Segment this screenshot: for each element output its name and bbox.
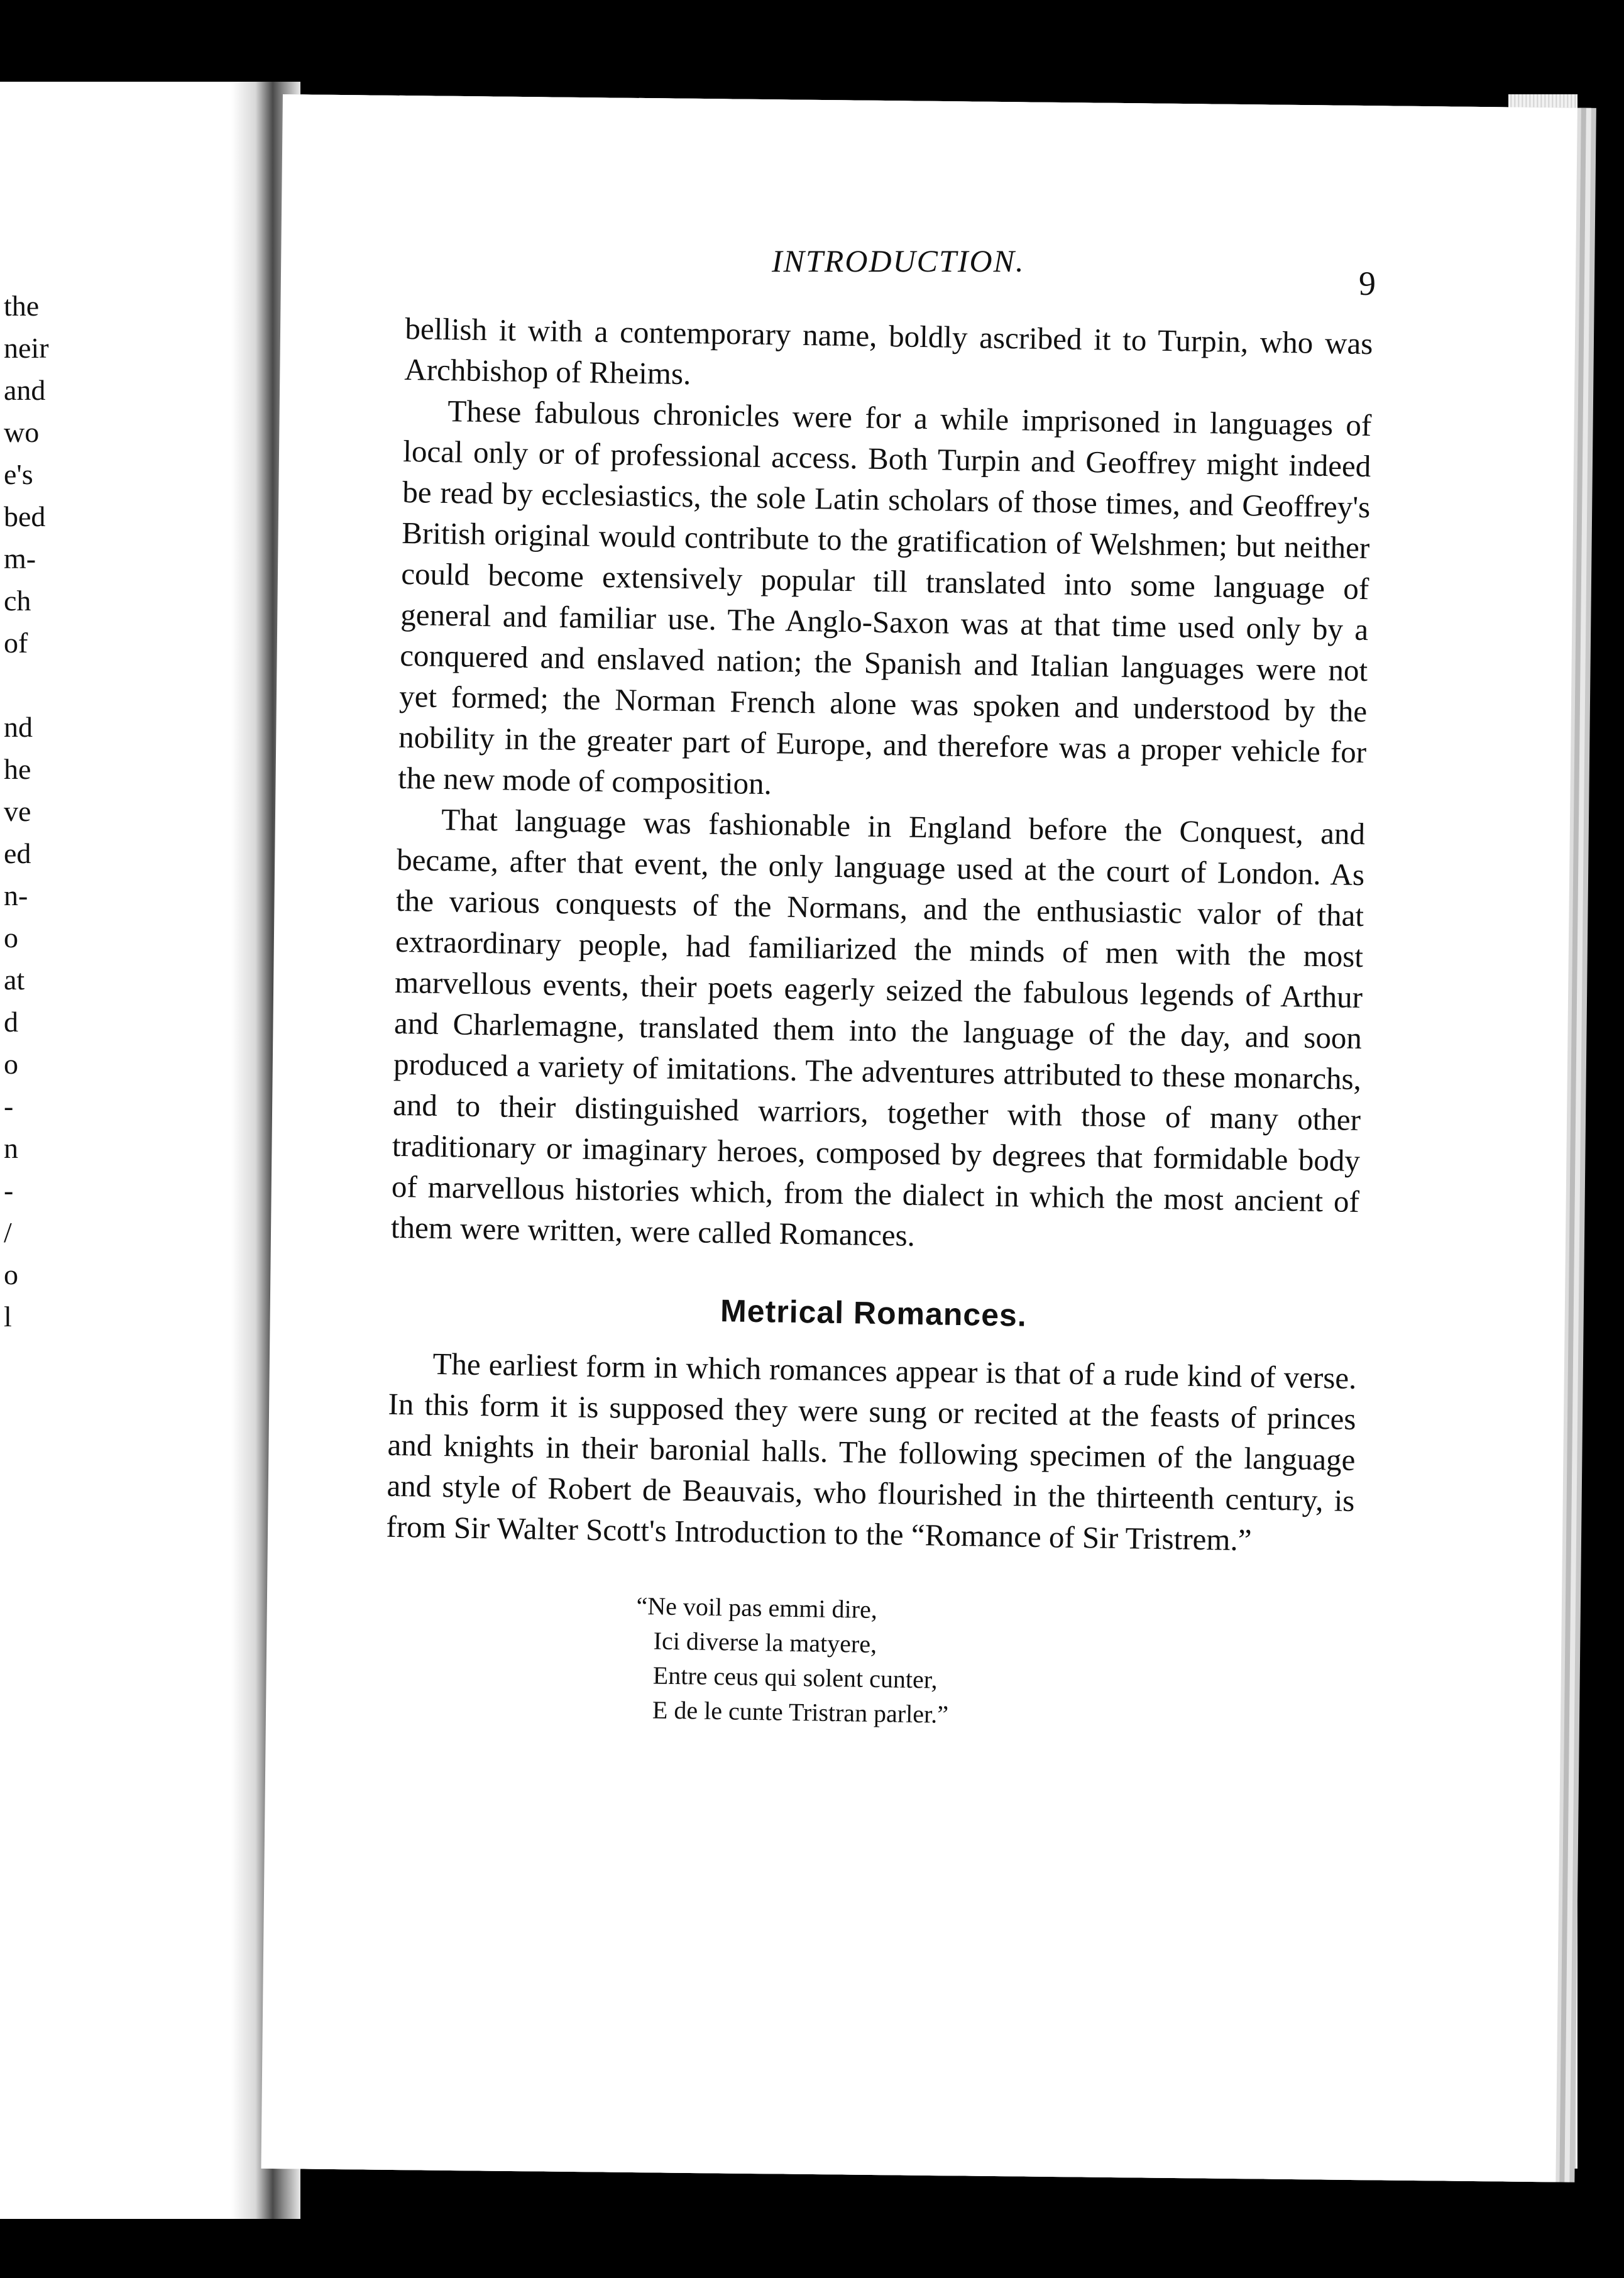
- left-page-fragment: -: [4, 1090, 14, 1122]
- left-page-fragment: the: [4, 290, 40, 322]
- left-page-fragment: o: [4, 1048, 18, 1080]
- paragraph: The earliest form in which romances appear is that of a rude kind of verse. In this form it is supposed they were sung or recited at the feasts of princes and knights in their baronial halls. The following specimen of the language and style of Robert de Beauvais, who flourished in the thirteenth century, is from Sir Walter Scott's Introduction to the “Romance of Sir Tristrem.”: [386, 1346, 1357, 1558]
- left-page-fragment: o: [4, 922, 18, 954]
- left-page-fragment: wo: [4, 416, 40, 448]
- left-page-fragment: ch: [4, 585, 31, 617]
- page-number: 9: [1359, 265, 1376, 302]
- verse-line: E de le cunte Tristran parler.”: [652, 1695, 949, 1729]
- left-page-fragment: l: [4, 1301, 12, 1333]
- left-page: [0, 82, 239, 2219]
- verse-line: “Ne voil pas emmi dire,: [636, 1592, 878, 1624]
- left-page-fragment: e's: [4, 458, 33, 490]
- paragraph: bellish it with a contemporary name, boldly ascribed it to Turpin, who was Archbishop of Rheims.: [404, 311, 1373, 392]
- left-page-fragment: nd: [4, 711, 33, 743]
- verse-quote: [635, 1588, 1353, 1738]
- left-page-fragment: of: [4, 627, 28, 659]
- left-page-fragment: bed: [4, 500, 46, 532]
- left-page-fragment: n-: [4, 879, 28, 911]
- left-page-fragment: /: [4, 1216, 12, 1248]
- left-page-fragment: ve: [4, 795, 31, 827]
- left-page-fragment: ed: [4, 837, 31, 869]
- body-text: [383, 308, 1373, 1738]
- verse-line: Entre ceus qui solent cunter,: [652, 1661, 938, 1694]
- running-head: INTRODUCTION.: [772, 243, 1025, 278]
- left-page-fragment: d: [4, 1006, 18, 1038]
- paragraph: These fabulous chronicles were for a while imprisoned in languages of local only or of professional access. Both Turpin and Geoffrey might indeed be read by ecclesiastics, the sole Latin scholars of those times, and Geoffrey's British original would contribute to the gratification of Welshmen; but neither could become extensively popular till translated into some language of general and familiar use. The Anglo-Saxon was at that time used only by a conquered and enslaved nation; the Spanish and Italian languages were not yet formed; the Norman French alone was spoken and understood by the nobility in the greater part of Europe, and therefore was a proper vehicle for the new mode of composition.: [397, 393, 1372, 801]
- left-page-fragment: o: [4, 1258, 18, 1290]
- left-page-fragment: m-: [4, 542, 36, 575]
- left-page-fragment: neir: [4, 332, 49, 364]
- left-page-fragment: he: [4, 753, 31, 785]
- left-page-fragment: at: [4, 964, 25, 996]
- left-page-fragment: n: [4, 1132, 18, 1164]
- paragraph: That language was fashionable in England before the Conquest, and became, after that event, the only language used at the court of London. As the various conquests of the Normans, and the enthusiastic valor of that extraordinary people, had familiarized the minds of men with the most marvellous events, their poets eagerly seized the fabulous legends of Arthur and Charlemagne, translated them into the language of the day, and soon produced a variety of imitations. The adventures attributed to these monarchs, and to their distinguished warriors, together with those of many other traditionary or imaginary heroes, composed by degrees that formidable body of marvellous histories which, from the dialect in which the most ancient of them were written, were called Romances.: [390, 802, 1366, 1253]
- verse-line: Ici diverse la matyere,: [653, 1626, 877, 1659]
- left-page-fragment: and: [4, 374, 46, 406]
- left-page-fragment: -: [4, 1174, 14, 1206]
- section-heading: Metrical Romances.: [720, 1293, 1028, 1333]
